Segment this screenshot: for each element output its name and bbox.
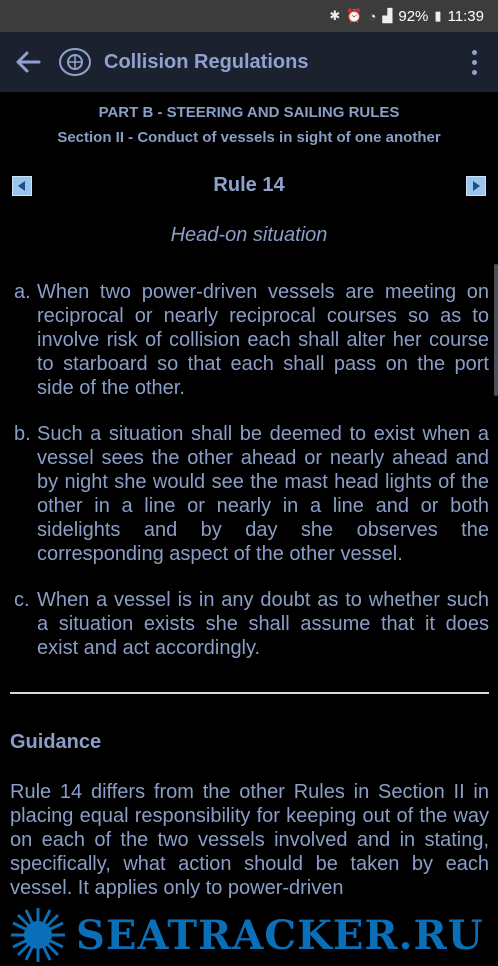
clause-marker: c. bbox=[14, 589, 30, 611]
rule-subtitle: Head-on situation bbox=[170, 224, 328, 246]
sun-icon bbox=[6, 904, 70, 966]
clock: 11:39 bbox=[447, 7, 484, 25]
divider bbox=[10, 692, 489, 694]
more-vert-icon bbox=[472, 50, 477, 55]
back-button[interactable] bbox=[4, 38, 52, 86]
battery-level: 92% bbox=[398, 7, 429, 25]
next-arrow-icon bbox=[470, 180, 482, 192]
rule-title: Rule 14 bbox=[213, 174, 285, 196]
app-title: Collision Regulations bbox=[104, 50, 309, 73]
wifi-icon: ◔ bbox=[368, 8, 377, 24]
clause-a bbox=[14, 280, 489, 400]
clause-c bbox=[14, 588, 489, 660]
rule-clauses bbox=[14, 280, 489, 682]
part-title: PART B - STEERING AND SAILING RULES bbox=[98, 104, 400, 121]
guidance-title: Guidance bbox=[10, 731, 102, 753]
status-bar bbox=[0, 0, 498, 32]
alarm-icon: ⏰ bbox=[346, 8, 363, 23]
clause-marker: a. bbox=[14, 281, 31, 303]
more-vert-dot bbox=[472, 60, 477, 65]
bluetooth-icon: ✱ bbox=[329, 8, 341, 23]
clause-b bbox=[14, 422, 489, 566]
clause-text: When a vessel is in any doubt as to whether such a situation exists she shall assume that it does exist and act accordingly. bbox=[37, 589, 489, 659]
watermark-text: SEATRACKER.RU bbox=[76, 911, 484, 959]
app-bar bbox=[0, 32, 498, 92]
guidance-text: Rule 14 differs from the other Rules in Section II in placing equal responsibility for keeping out of the way on each of the two vessels involved and in stating, specifically, what action should be taken by each vessel. It applies only to power-driven bbox=[10, 781, 489, 899]
clause-text: When two power-driven vessels are meeting on reciprocal or nearly reciprocal courses so as to involve risk of collision each shall alter her course to starboard so that each shall pass on the port side of the other. bbox=[37, 281, 489, 399]
battery-icon: ▮ bbox=[434, 8, 442, 23]
clause-marker: b. bbox=[14, 423, 31, 445]
back-arrow-icon bbox=[14, 48, 42, 76]
imo-logo-icon bbox=[58, 45, 92, 79]
section-title: Section II - Conduct of vessels in sight of one another bbox=[57, 129, 441, 146]
clause-text: Such a situation shall be deemed to exist when a vessel sees the other ahead or nearly ahead and by night she would see the mast head lights of the other in a line or nearly in a line and or both sidelights and by day she observes the corresponding aspect of the other vessel. bbox=[37, 423, 489, 565]
scrollbar[interactable] bbox=[494, 264, 498, 396]
watermark bbox=[0, 904, 498, 966]
more-vert-dot bbox=[472, 70, 477, 75]
more-options-button[interactable] bbox=[464, 44, 484, 80]
next-rule-button[interactable] bbox=[466, 176, 486, 196]
signal-icon: ▟ bbox=[382, 8, 393, 23]
